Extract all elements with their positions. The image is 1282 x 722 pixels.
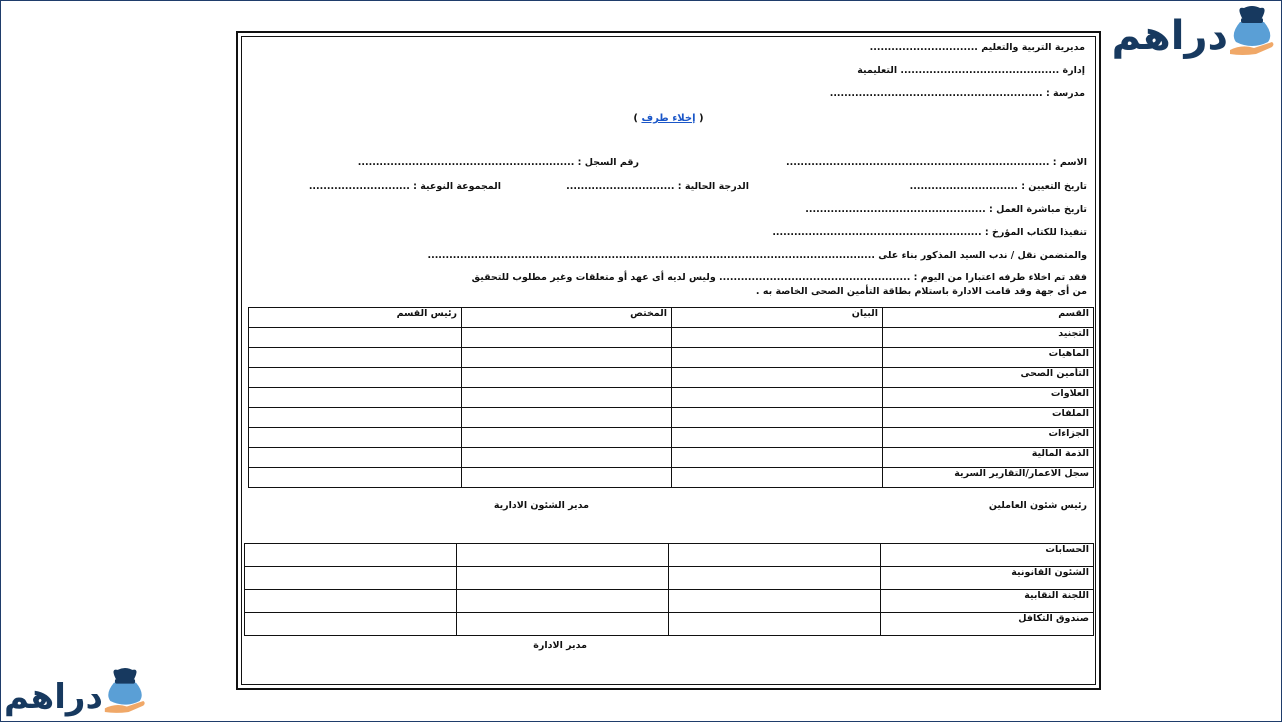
hr-head-signature: رئيس شئون العاملين (988, 500, 1087, 511)
school-line: مدرسة : ........................................................... (829, 88, 1085, 99)
brand-logo[interactable] (1111, 4, 1276, 59)
form-title-text[interactable]: إخلاء طرف (641, 113, 696, 124)
table-row: الشئون القانونية (245, 567, 1094, 590)
clearance-text-line2: من أى جهة وقد قامت الادارة باستلام بطاقة التأمين الصحى الخاصة به . (755, 286, 1087, 297)
clearance-text-line1: فقد تم اخلاء طرفه اعتبارا من اليوم : ..................................................... وليس لديه أى عهد أو متعلقات وغير مطلوب للتحقيق (471, 272, 1087, 283)
table-row: التأمين الصحى (249, 368, 1094, 388)
table-row: الحسابات (245, 544, 1094, 567)
table-row: الجزاءات (249, 428, 1094, 448)
current-grade-field: الدرجة الحالية : .............................. (566, 181, 749, 192)
departments-table (248, 307, 1094, 488)
money-bag-icon (1228, 4, 1276, 56)
table-row: العلاوات (249, 388, 1094, 408)
table-header-row (249, 308, 1094, 328)
record-number-field: رقم السجل : ............................................................ (357, 157, 639, 168)
directorate-line: مديرية التربية والتعليم .............................. (869, 42, 1085, 53)
table-row: صندوق التكافل (245, 613, 1094, 636)
money-bag-icon (103, 666, 147, 714)
table-row: التجنيد (249, 328, 1094, 348)
administration-line: إدارة ............................................ التعليمية (857, 65, 1085, 76)
clearance-form (236, 31, 1101, 690)
finance-table (244, 543, 1094, 636)
table-row: سجل الاعمار/التقارير السرية (249, 468, 1094, 488)
content-field: والمتضمن نقل / ندب السيد المذكور بناء على ............................................................................................................................ (427, 250, 1087, 261)
column-header: البيان (672, 308, 883, 328)
admin-manager-signature: مدير الادارة (533, 640, 587, 651)
table-row: الذمة المالية (249, 448, 1094, 468)
work-start-field: تاريخ مباشرة العمل : .................................................. (805, 204, 1087, 215)
form-title: ( إخلاء طرف ) (633, 113, 704, 124)
logo-text: دراهم (1111, 13, 1228, 59)
admin-affairs-manager-signature: مدير الشئون الادارية (493, 500, 589, 511)
name-field: الاسم : ......................................................................... (786, 157, 1087, 168)
logo-text: دراهم (4, 677, 103, 717)
column-header: المختص (462, 308, 672, 328)
table-row: الملفات (249, 408, 1094, 428)
table-row: اللجنة النقابية (245, 590, 1094, 613)
column-header: القسم (883, 308, 1094, 328)
appointment-date-field: تاريخ التعيين : .............................. (909, 181, 1087, 192)
column-header: رئيس القسم (249, 308, 462, 328)
letter-field: تنفيذا للكتاب المؤرخ : .......................................................... (772, 227, 1087, 238)
brand-logo-bottom[interactable] (4, 666, 147, 717)
group-field: المجموعة النوعية : ............................ (308, 181, 501, 192)
table-row: الماهيات (249, 348, 1094, 368)
